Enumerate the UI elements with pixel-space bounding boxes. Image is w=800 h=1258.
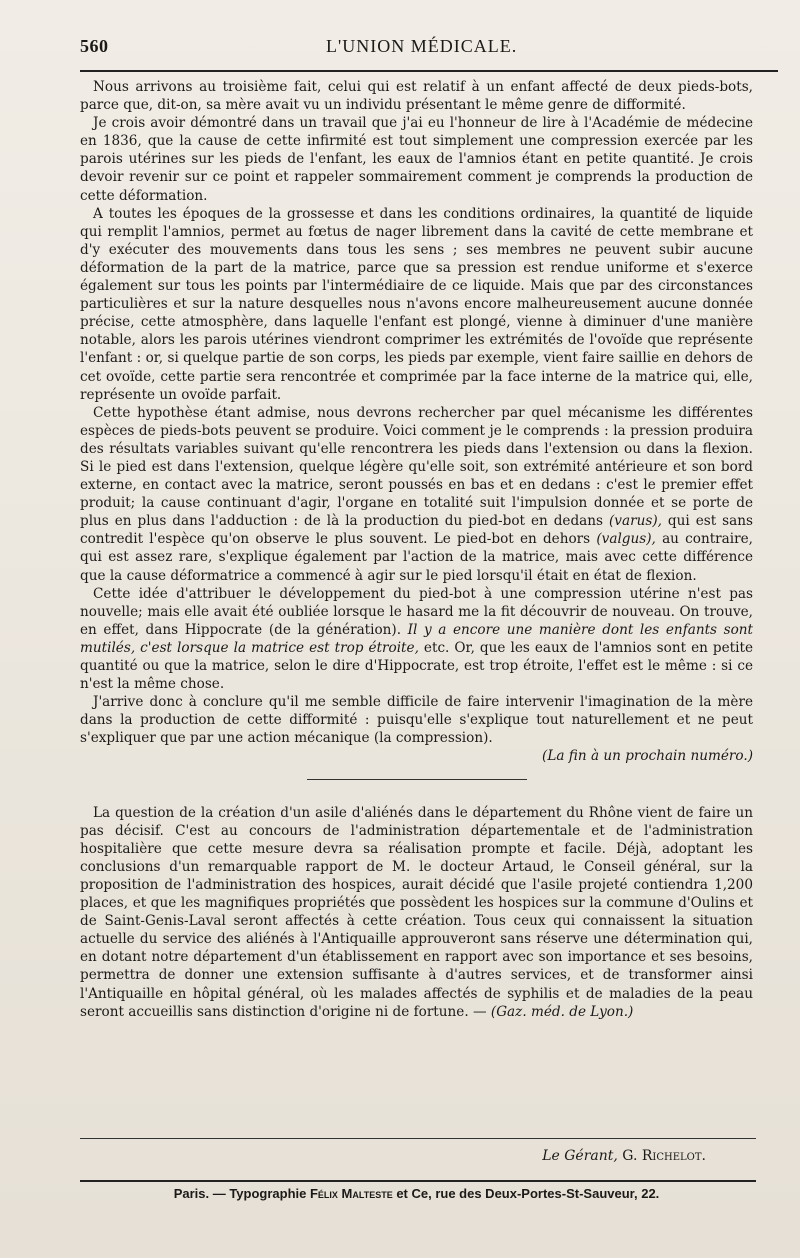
article-paragraph-3: A toutes les époques de la grossesse et dans les conditions ordinaires, la quantité de liquide qui remplit l'amnios, permet au fœtus de nager librement dans la cavité de cette membrane et d'y exécuter des mouvements dans tous les sens ; ses membres ne peuvent subir aucune déformation de la part de la matrice, parce que sa pression est rendue uniforme et s'exerce également sur tous les points par l'intermédiaire de ce liquide. Mais que par des circonstances particulières et sur la nature desquelles nous n'avons encore malheureusement aucune donnée précise, cette atmosphère, dans laquelle l'enfant est plongé, vienne à diminuer d'une manière notable, alors les parois utérines viendront comprimer les extrémités de l'ovoïde que représente l'enfant : or, si quelque partie de son corps, les pieds par exemple, vient faire saillie en dehors de cet ovoïde, cette partie sera rencontrée et comprimée par la face interne de la matrice qui, elle, représente un ovoïde parfait.	[80, 205, 753, 403]
header-rule	[80, 70, 778, 72]
paragraph-5-text-b: etc. Or, que les eaux de l'amnios sont en petite quantité ou que la matrice, selon le dire d'Hippocrate, est trop étroite, l'effet est le même : si ce n'est la même chose.	[80, 639, 753, 693]
footer-rule-bottom	[80, 1180, 756, 1182]
running-title: L'UNION MÉDICALE.	[326, 36, 518, 56]
news-paragraph	[80, 804, 753, 1021]
paragraph-4-text-a: Cette hypothèse étant admise, nous devrons rechercher par quel mécanisme les différentes espèces de pieds-bots peuvent se produire. Voici comment je le comprends : la pression produira des résultats variables suivant qu'elle rencontrera les pieds dans l'extension ou dans la flexion. Si le pied est dans l'extension, quelque légère qu'elle soit, son extrémité antérieure et son bord externe, en contact avec la matrice, seront poussés en bas et en dedans : c'est le premier effet produit; la cause continuant d'agir, l'organe en totalité suit l'impulsion donnée et se porte de plus en plus dans l'adduction : de là la production du pied-bot en dedans	[80, 404, 753, 530]
imprint-text-b: et Ce, rue des Deux-Portes-St-Sauveur, 22.	[392, 1186, 660, 1201]
paragraph-4-text-b: qui est sans contredit l'espèce qu'on observe le plus souvent. Le pied-bot en dehors	[80, 513, 753, 548]
footer-rule-top	[80, 1138, 756, 1139]
paragraph-4-text-c: au contraire, qui est assez rare, s'explique également par l'action de la matrice, mais avec cette différence que la cause déformatrice a commencé à agir sur le pied lorsqu'il était en état de flexion.	[80, 531, 753, 584]
gerant-label: Le Gérant,	[542, 1148, 618, 1164]
varus-term: (varus),	[609, 513, 662, 530]
imprint-printer: Félix Malteste	[309, 1186, 393, 1201]
valgus-term: (valgus),	[596, 531, 656, 548]
article-body	[80, 78, 753, 1021]
news-source: (Gaz. méd. de Lyon.)	[490, 1003, 634, 1020]
article-paragraph-6: J'arrive donc à conclure qu'il me semble difficile de faire intervenir l'imagination de la mère dans la production de cette difformité : puisqu'elle s'explique tout naturellement et ne peut s'expliquer que par une action mécanique (la compression).	[80, 694, 753, 747]
paragraph-5-text-a: Cette idée d'attribuer le développement du pied-bot à une compression utérine n'est pas nouvelle; mais elle avait été oubliée lorsque le hasard me la fit découvrir de nouveau. On trouve, en effet, dans Hippocrate (de la génération).	[80, 585, 753, 638]
printer-imprint	[80, 1186, 753, 1201]
page-number: 560	[80, 36, 109, 56]
continuation-note: (La fin à un prochain numéro.)	[542, 748, 753, 765]
page-header	[80, 34, 775, 64]
gerant-name: G. Richelot.	[622, 1148, 706, 1164]
imprint-text-a: Paris. — Typographie	[173, 1186, 310, 1201]
gerant-line	[80, 1148, 706, 1164]
hippocrates-quote: Il y a encore une manière dont les enfants sont mutilés, c'est lorsque la matrice est trop étroite,	[80, 621, 754, 656]
section-separator	[307, 779, 527, 780]
news-text: La question de la création d'un asile d'aliénés dans le département du Rhône vient de faire un pas décisif. C'est au concours de l'administration départementale et de l'administration hospitalière que cette mesure devra sa réalisation prompte et facile. Déjà, adoptant les conclusions d'un remarquable rapport de M. le docteur Artaud, le Conseil général, sur la proposition de l'administration des hospices, aurait décidé que l'asile projeté contiendra 1,200 places, et que les magnifiques propriétés que possèdent les hospices sur la commune d'Oulins et de Saint-Genis-Laval seront affectés à cette création. Tous ceux qui connaissent la situation actuelle du service des aliénés à l'Antiquaille approuveront sans réserve une détermination qui, en dotant notre département d'un établissement en rapport avec son importance et ses besoins, permettra de donner une extension suffisante à d'autres services, et de transformer ainsi l'Antiquaille en hôpital général, où les malades affectés de syphilis et de maladies de la peau seront accueillis sans distinction d'origine ni de fortune. —	[80, 804, 753, 1020]
article-paragraph-5	[80, 585, 753, 694]
article-paragraph-2: Je crois avoir démontré dans un travail que j'ai eu l'honneur de lire à l'Académie de médecine en 1836, que la cause de cette infirmité est tout simplement une compression exercée par les parois utérines sur les pieds de l'enfant, les eaux de l'amnios étant en petite quantité. Je crois devoir revenir sur ce point et rappeler sommairement comment je comprends la production de cette déformation.	[80, 115, 753, 204]
article-paragraph-1: Nous arrivons au troisième fait, celui qui est relatif à un enfant affecté de deux pieds-bots, parce que, dit-on, sa mère avait vu un individu présentant le même genre de difformité.	[80, 79, 753, 114]
article-paragraph-4	[80, 404, 753, 585]
